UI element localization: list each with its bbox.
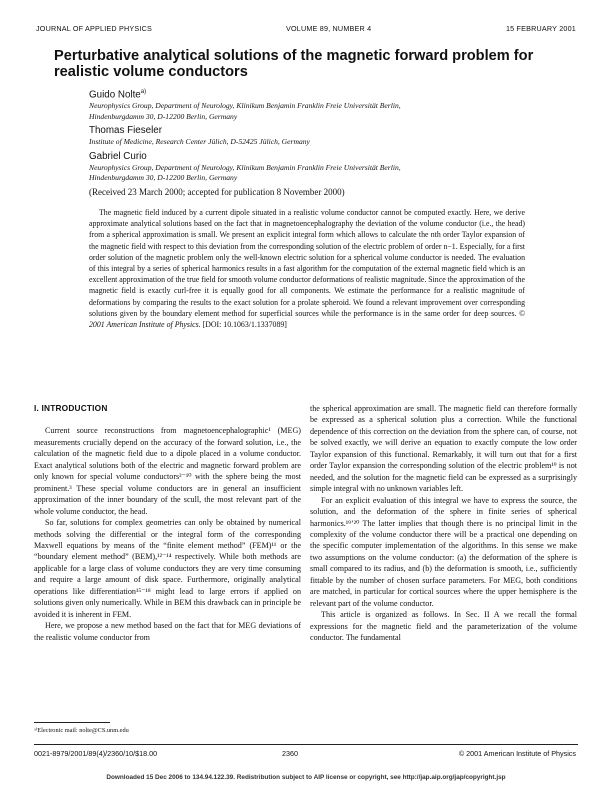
author-footnote: ᵃ⁾Electronic mail: nolte@CS.unm.edu: [34, 727, 129, 734]
right-column: [310, 403, 577, 644]
footer-issn: 0021-8979/2001/89(4)/2360/10/$18.00: [34, 749, 158, 758]
author-affiliation-line: Hindenburgdamm 30, D-12200 Berlin, Germany: [89, 111, 238, 121]
volume-number: VOLUME 89, NUMBER 4: [286, 24, 372, 33]
section-heading: I. INTRODUCTION: [34, 403, 108, 413]
download-notice: Downloaded 15 Dec 2006 to 134.94.122.39. Redistribution subject to AIP license or copyright, see http://jap.aip.org/jap/copyright.jsp: [106, 774, 506, 781]
journal-name: JOURNAL OF APPLIED PHYSICS: [36, 24, 152, 33]
author-name: Thomas Fieseler: [89, 125, 162, 137]
received-dates: (Received 23 March 2000; accepted for publication 8 November 2000): [89, 187, 345, 197]
body-paragraph: So far, solutions for complex geometries can only be obtained by numerical methods solving the differential or the integral form of the corresponding Maxwell equations by means of the “finite element method” (FEM)¹¹ or the “boundary element method” (BEM),¹²⁻¹⁴ respectively. While both methods are applicable for a large class of volume conductors they are very time consuming and require a large amount of disk space. Furthermore, originally analytical operations like differentiation¹⁵⁻¹⁸ might lead to large errors if applied on solutions given only numerically. While in BEM this drawback can in principle be avoided it is inherent in FEM.: [34, 518, 301, 619]
footer-rule: [34, 744, 578, 745]
copyright-notice: © 2001 American Institute of Physics.: [89, 308, 525, 330]
body-paragraph: Here, we propose a new method based on the fact that for MEG deviations of the realistic volume conductor from: [34, 621, 301, 642]
author-affiliation-line: Hindenburgdamm 30, D-12200 Berlin, Germany: [89, 173, 238, 183]
doi-link[interactable]: [DOI: 10.1063/1.1337089]: [202, 320, 287, 330]
author-block: [89, 86, 529, 187]
author-entry: [89, 125, 529, 148]
author-affiliation-line: Neurophysics Group, Department of Neurology, Klinikum Benjamin Franklin Freie Universität Berlin,: [89, 162, 401, 172]
author-entry: [89, 86, 529, 122]
page-number: 2360: [282, 749, 298, 758]
issue-date: 15 FEBRUARY 2001: [505, 24, 576, 33]
body-paragraph: This article is organized as follows. In Sec. II A we recall the formal expressions for the magnetic field and the parameterization of the volume conductor. The fundamental: [310, 610, 577, 643]
body-paragraph: For an explicit evaluation of this integral we have to express the source, the solution, and the deformation of the sphere in finite series of spherical harmonics.¹⁹ʼ²⁰ The latter implies that though there is no principal limit in the complexity of the volume conductor there will be a practical one depending on the specific computer implementation of the algorithms. In this sense we make two assumptions on the volume conductor: (a) the deformation of the sphere is small compared to its radius, and (b) the deformation is smooth, i.e., sufficiently fittable by the number of chosen surface parameters. For MEG, both conditions are matched, in particular for cortical sources where the upper hemisphere is the relevant part of the volume conductor.: [310, 495, 577, 608]
author-entry: [89, 151, 529, 184]
author-footnote-mark: a): [140, 89, 147, 95]
body-paragraph: the spherical approximation are small. The magnetic field can therefore formally be expressed as a spherical solution plus a correction. While the functional dependence of this correction on the deviation from the sphere can, of course, not be solved exactly, we will derive an equation to exactly compute the low order Taylor expansion of this functional. Remarkably, it will turn out that for a first order Taylor expansion the corresponding solution of the electric problem¹⁹ is not needed, and the solution for the magnetic field can be expressed as a surprisingly simple integral with no unknown variables left.: [310, 404, 577, 494]
footer-copyright: © 2001 American Institute of Physics: [458, 749, 576, 758]
abstract-text: The magnetic field induced by a current dipole situated in a realistic volume conductor cannot be computed exactly. Here, we derive approximate analytical solutions based on the fact that in magnetoencephalography the deviation of the volume conductor (i.e., the head) from a spherical approximation is small. We present an explicit integral form which allows to calculate the nth order Taylor expansion of the magnetic field with respect to this deviation from the corresponding solution of the electric problem of order n−1. Especially, for a first order solution of the magnetic problem only the well-known electric solution for a spherical volume conductor is needed. The evaluation of this integral by a series of spherical harmonics results in a fast algorithm for the computation of the external magnetic field which is an excellent approximation of the true field for smooth volume conductor deformations of realistic magnitude. Since the approximation of the magnetic field is exactly curl-free it is equally good for all components. We estimate the performance for a realistic magnitude of deformations by comparing the results to the exact solution for a prolate spheroid. We found a relevant improvement over corresponding solutions given by the boundary element method for superficial sources while the performance is in the same order for deep sources. © 2001 American Institute of Physics. [DOI: 10.1063/1.1337089]: [89, 208, 525, 330]
article-title: Perturbative analytical solutions of the magnetic forward problem for realistic volume conductors: [54, 48, 534, 80]
running-head: [36, 24, 576, 36]
left-column: [34, 403, 301, 643]
abstract: [89, 207, 525, 330]
author-name: Guido Nolte$^{a)}$: [89, 89, 147, 101]
author-name: Gabriel Curio: [89, 150, 147, 162]
footnote-rule: [34, 722, 110, 723]
author-affiliation-line: Institute of Medicine, Research Center Jülich, D-52425 Jülich, Germany: [89, 137, 310, 147]
author-affiliation-line: Neurophysics Group, Department of Neurology, Klinikum Benjamin Franklin Freie Universität Berlin,: [89, 101, 401, 111]
body-paragraph: Current source reconstructions from magnetoencephalographic¹ (MEG) measurements crucially depend on the accuracy of the forward solution, i.e., the calculation of the magnetic field due to a dipole placed in a volume conductor. Exact analytical solutions both of the electric and magnetic forward problem are only known for special volume conductors²⁻¹⁰ with the sphere being the most prominent.³ These special volume conductors are in general an insufficient approximation of the inner boundary of the scull, the most relevant part of the whole volume conductor, the head.: [34, 426, 301, 516]
